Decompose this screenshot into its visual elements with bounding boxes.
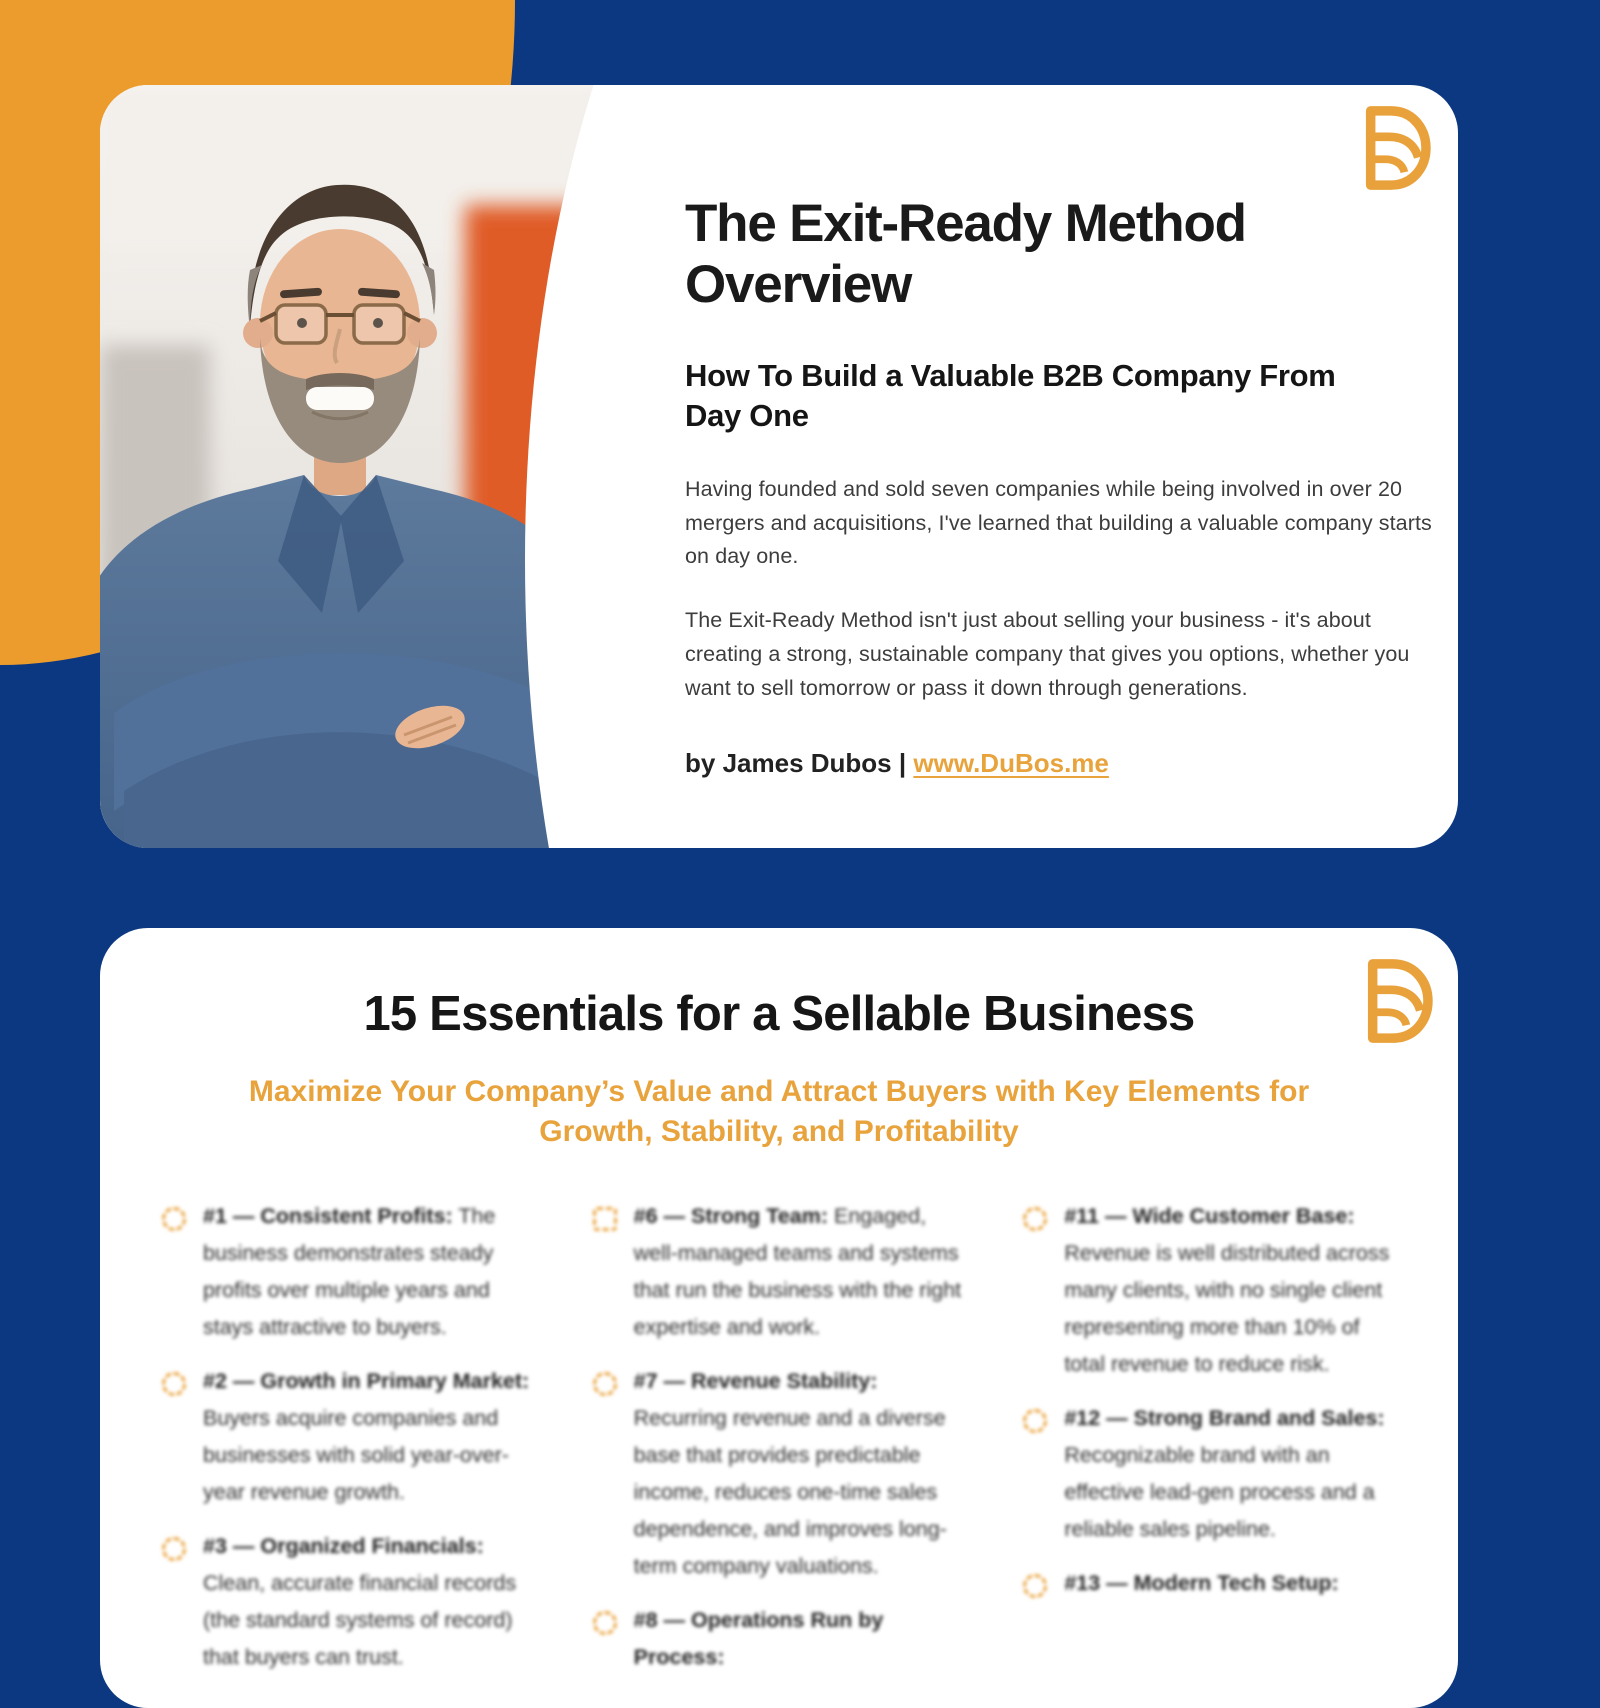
list-item bbox=[162, 1198, 535, 1346]
list-item-text: #8 — Operations Run by Process: bbox=[633, 1608, 884, 1670]
list-item-text: #1 — Consistent Profits: The business demonstrates steady profits over multiple years and stays attractive to buyers. bbox=[203, 1204, 496, 1340]
essentials-card bbox=[100, 928, 1458, 1708]
essentials-title: 15 Essentials for a Sellable Business bbox=[363, 987, 1195, 1041]
essentials-column-3 bbox=[1023, 1198, 1396, 1693]
overview-title: The Exit-Ready Method Overview bbox=[685, 194, 1246, 315]
dashed-circle-bullet-icon bbox=[1023, 1574, 1047, 1598]
dashed-circle-bullet-icon bbox=[162, 1207, 186, 1231]
essentials-subtitle: Maximize Your Company’s Value and Attract Buyers with Key Elements for Growth, Stability, and Profitability bbox=[248, 1075, 1310, 1149]
essentials-list bbox=[100, 1198, 1458, 1693]
byline-author: by James Dubos | bbox=[685, 748, 907, 779]
overview-card bbox=[100, 85, 1458, 848]
list-item-text: #6 — Strong Team: Engaged, well-managed teams and systems that run the business with the right expertise and work. bbox=[633, 1204, 962, 1340]
dubos-logo-icon bbox=[1358, 954, 1434, 1048]
intro-paragraph-2: The Exit-Ready Method isn't just about selling your business - it's about creating a strong, sustainable company that gives you options, whether you want to sell tomorrow or pass it down through generations. bbox=[685, 608, 1410, 701]
list-item bbox=[593, 1602, 966, 1676]
list-item bbox=[1023, 1565, 1396, 1602]
list-item bbox=[1023, 1400, 1396, 1548]
list-item bbox=[1023, 1198, 1396, 1383]
dashed-circle-bullet-icon bbox=[162, 1372, 186, 1396]
byline bbox=[685, 748, 1445, 779]
intro-paragraph-1: Having founded and sold seven companies while being involved in over 20 mergers and acquisitions, I've learned that building a valuable company starts on day one. bbox=[685, 476, 1432, 569]
dashed-circle-bullet-icon bbox=[593, 1372, 617, 1396]
list-item-text: #3 — Organized Financials: Clean, accurate financial records (the standard systems of record) that buyers can trust. bbox=[203, 1534, 517, 1670]
list-item-text: #7 — Revenue Stability: Recurring revenue and a diverse base that provides predictable income, reduces one-time sales dependence, and improves long-term company valuations. bbox=[633, 1369, 947, 1579]
overview-subtitle: How To Build a Valuable B2B Company From Day One bbox=[685, 357, 1336, 434]
essentials-column-1 bbox=[162, 1198, 535, 1693]
list-item bbox=[593, 1363, 966, 1585]
dashed-square-bullet-icon bbox=[593, 1207, 617, 1231]
list-item-text: #12 — Strong Brand and Sales: Recognizable brand with an effective lead-gen process and a reliable sales pipeline. bbox=[1064, 1406, 1385, 1542]
list-item bbox=[162, 1363, 535, 1511]
list-item bbox=[593, 1198, 966, 1346]
dashed-circle-bullet-icon bbox=[593, 1611, 617, 1635]
list-item-text: #11 — Wide Customer Base: Revenue is well distributed across many clients, with no single client representing more than 10% of total revenue to reduce risk. bbox=[1064, 1204, 1390, 1377]
dashed-circle-bullet-icon bbox=[1023, 1409, 1047, 1433]
list-item bbox=[162, 1528, 535, 1676]
list-item-text: #13 — Modern Tech Setup: bbox=[1064, 1571, 1339, 1596]
list-item-text: #2 — Growth in Primary Market: Buyers acquire companies and businesses with solid year-over-year revenue growth. bbox=[203, 1369, 530, 1505]
dashed-circle-bullet-icon bbox=[162, 1537, 186, 1561]
byline-website-link[interactable]: www.DuBos.me bbox=[913, 748, 1109, 779]
dubos-logo-icon bbox=[1356, 101, 1432, 195]
essentials-column-2 bbox=[593, 1198, 966, 1693]
dashed-circle-bullet-icon bbox=[1023, 1207, 1047, 1231]
